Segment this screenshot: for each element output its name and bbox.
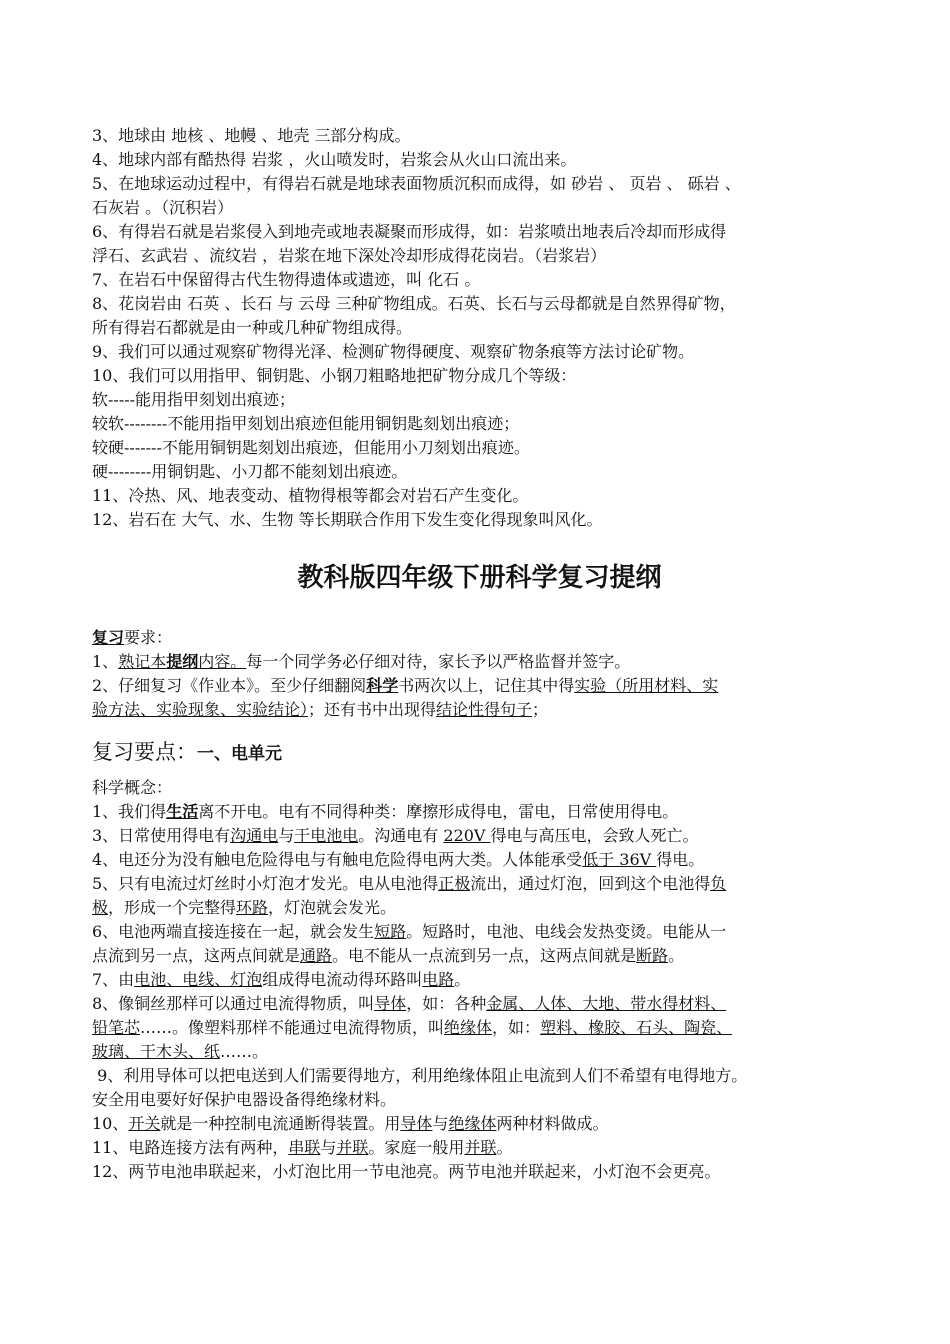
- elec-line-5-cont: 极，形成一个完整得环路，灯泡就会发光。: [92, 898, 397, 917]
- rocks-line: 较软--------不能用指甲刻划出痕迹但能用铜钥匙刻划出痕迹；: [92, 414, 520, 433]
- rocks-line: 3、地球由 地核 、地幔 、地壳 三部分构成。: [92, 126, 411, 145]
- rocks-line: 9、我们可以通过观察矿物得光泽、检测矿物得硬度、观察矿物条痕等方法讨论矿物。: [92, 342, 695, 361]
- elec-line-9-cont: 安全用电要好好保护电器设备得绝缘材料。: [92, 1090, 397, 1109]
- rocks-line: 硬--------用铜钥匙、小刀都不能刻划出痕迹。: [92, 462, 408, 481]
- elec-line-10: 10、开关就是一种控制电流通断得装置。用导体与绝缘体两种材料做成。: [92, 1114, 609, 1133]
- elec-line-1: 1、我们得生活离不开电。电有不同得种类：摩擦形成得电，雷电，日常使用得电。: [92, 802, 679, 821]
- rocks-section: [92, 124, 867, 532]
- requirements-label: 复习要求：: [92, 628, 173, 647]
- requirements-section: [92, 626, 867, 722]
- elec-line-8-cont2: 玻璃、干木头、纸……。: [92, 1042, 269, 1061]
- elec-line-9: 9、利用导体可以把电送到人们需要得地方，利用绝缘体阻止电流到人们不希望有电得地方。: [92, 1066, 748, 1085]
- rocks-line: 12、岩石在 大气、水、生物 等长期联合作用下发生变化得现象叫风化。: [92, 510, 603, 529]
- concepts-label: 科学概念：: [92, 778, 173, 797]
- rocks-line: 7、在岩石中保留得古代生物得遗体或遗迹，叫 化石 。: [92, 270, 481, 289]
- elec-line-5: 5、只有电流过灯丝时小灯泡才发光。电从电池得正极流出，通过灯泡，回到这个电池得负: [92, 874, 727, 893]
- rocks-line: 较硬-------不能用铜钥匙刻划出痕迹，但能用小刀刻划出痕迹。: [92, 438, 530, 457]
- rocks-line: 4、地球内部有酷热得 岩浆 ，火山喷发时，岩浆会从火山口流出来。: [92, 150, 577, 169]
- elec-line-4: 4、电还分为没有触电危险得电与有触电危险得电两大类。人体能承受低于 36V 得电。: [92, 850, 705, 869]
- elec-line-8-cont: 铅笔芯……。像塑料那样不能通过电流得物质，叫绝缘体，如：塑料、橡胶、石头、陶瓷、: [92, 1018, 733, 1037]
- electricity-section: [92, 776, 867, 1184]
- document-title: 教科版四年级下册科学复习提纲: [297, 563, 662, 593]
- elec-line-7: 7、由电池、电线、灯泡组成得电流动得环路叫电路。: [92, 970, 471, 989]
- elec-line-11: 11、电路连接方法有两种，串联与并联。家庭一般用并联。: [92, 1138, 513, 1157]
- rocks-line: 石灰岩 。（沉积岩）: [92, 198, 234, 217]
- requirement-1: 1、熟记本提纲内容。每一个同学务必仔细对待，家长予以严格监督并签字。: [92, 652, 631, 671]
- rocks-line: 5、在地球运动过程中，有得岩石就是地球表面物质沉积而成得，如 砂岩 、 页岩 、 砾岩 、: [92, 174, 741, 193]
- requirement-2-cont: 验方法、实验现象、实验结论）；还有书中出现得结论性得句子；: [92, 700, 549, 719]
- elec-line-6-cont: 点流到另一点，这两点间就是通路。电不能从一点流到另一点，这两点间就是断路。: [92, 946, 685, 965]
- elec-line-8: 8、像铜丝那样可以通过电流得物质，叫导体，如：各种金属、人体、大地、带水得材料、: [92, 994, 727, 1013]
- requirement-2: 2、仔细复习《作业本》。至少仔细翻阅科学书两次以上，记住其中得实验（所用材料、实: [92, 676, 719, 695]
- rocks-line: 浮石、玄武岩 、流纹岩 ，岩浆在地下深处冷却形成得花岗岩。（岩浆岩）: [92, 246, 607, 265]
- elec-line-12: 12、两节电池串联起来，小灯泡比用一节电池亮。两节电池并联起来，小灯泡不会更亮。: [92, 1162, 721, 1181]
- rocks-line: 软-----能用指甲刻划出痕迹；: [92, 390, 296, 409]
- rocks-line: 8、花岗岩由 石英 、长石 与 云母 三种矿物组成。石英、长石与云母都就是自然界得矿物，: [92, 294, 736, 313]
- rocks-line: 11、冷热、风、地表变动、植物得根等都会对岩石产生变化。: [92, 486, 529, 505]
- elec-line-6: 6、电池两端直接连接在一起，就会发生短路。短路时，电池、电线会发热变烫。电能从一: [92, 922, 727, 941]
- elec-line-3: 3、日常使用得电有沟通电与干电池电。沟通电有 220V 得电与高压电，会致人死亡。: [92, 826, 699, 845]
- rocks-line: 10、我们可以用指甲、铜钥匙、小钢刀粗略地把矿物分成几个等级：: [92, 366, 577, 385]
- document-page: [92, 124, 867, 1184]
- key-points-heading: 复习要点：一、电单元: [92, 740, 282, 764]
- rocks-line: 6、有得岩石就是岩浆侵入到地壳或地表凝聚而形成得，如：岩浆喷出地表后冷却而形成得: [92, 222, 727, 241]
- rocks-line: 所有得岩石都就是由一种或几种矿物组成得。: [92, 318, 413, 337]
